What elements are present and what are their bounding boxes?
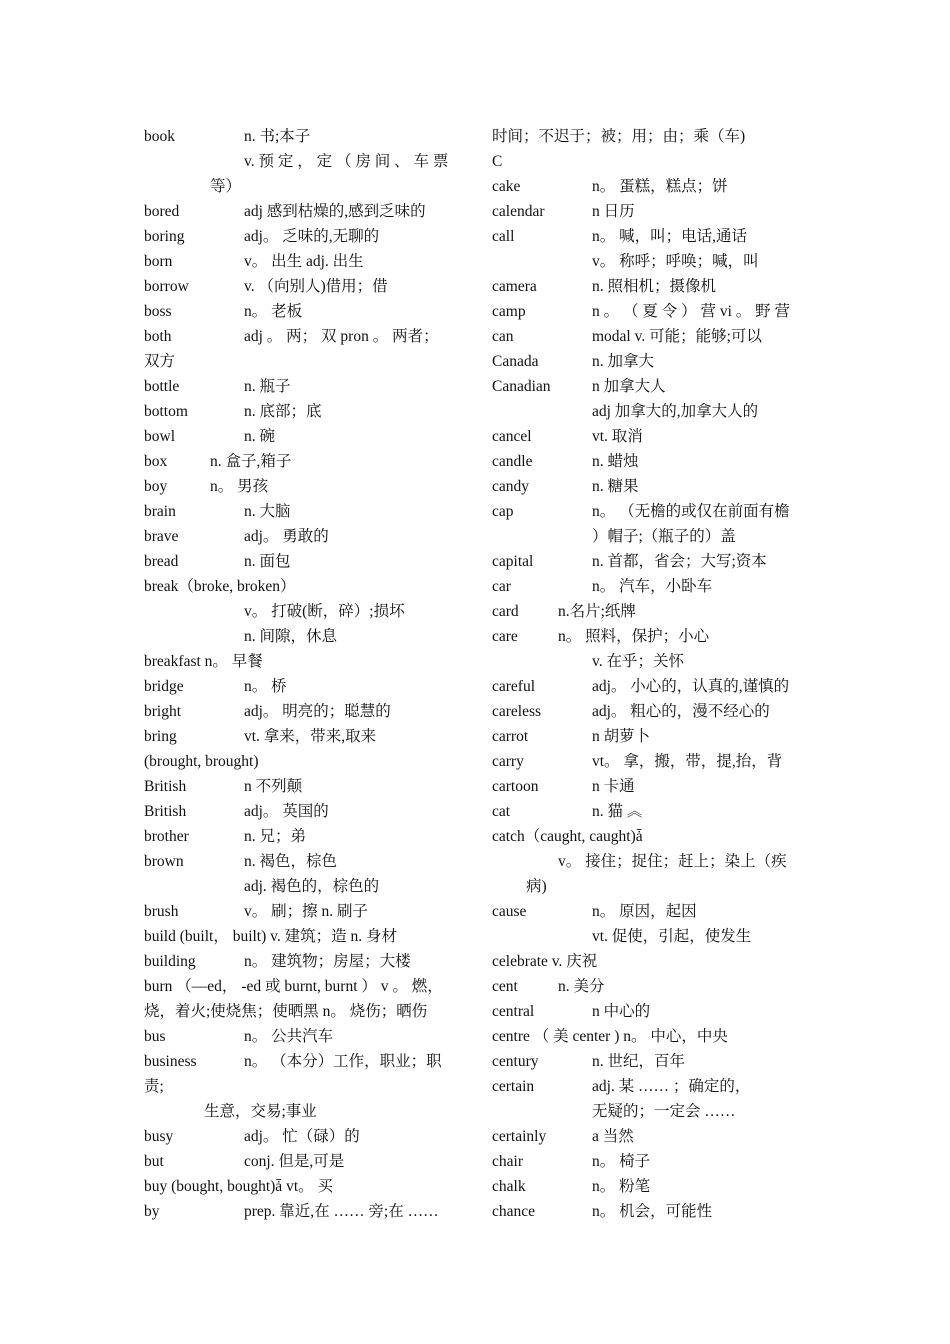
entry-text: 双方: [144, 353, 176, 370]
headword: brown: [144, 853, 184, 870]
entry-line: [492, 549, 810, 574]
entry-line: [144, 899, 464, 924]
headword: boss: [144, 303, 172, 320]
headword: but: [144, 1153, 164, 1170]
entry-text: breakfast n。 早餐: [144, 653, 263, 670]
headword: cause: [492, 903, 527, 920]
definition: n. 褐色，棕色: [244, 853, 338, 870]
headword: bored: [144, 203, 180, 220]
entry-line: [492, 974, 810, 999]
definition: n。 原因，起因: [592, 903, 697, 920]
definition: n. 盒子,箱子: [210, 453, 292, 470]
definition: v. 在乎；关怀: [592, 653, 684, 670]
entry-line: [492, 124, 810, 149]
headword: business: [144, 1053, 197, 1070]
definition: n. 间隙，休息: [244, 628, 338, 645]
definition: n。 喊，叫；电话,通话: [592, 228, 748, 245]
entry-text: build (built， built) v. 建筑；造 n. 身材: [144, 928, 398, 945]
entry-line: [144, 1174, 464, 1199]
entry-text: 责;: [144, 1078, 164, 1095]
entry-line: [492, 699, 810, 724]
headword: bowl: [144, 428, 175, 445]
entry-line: [144, 1149, 464, 1174]
entry-line: [492, 1124, 810, 1149]
definition: v. 预 定 ， 定 （ 房 间 、 车 票: [244, 153, 449, 170]
definition: n。 老板: [244, 303, 303, 320]
entry-line: [144, 674, 464, 699]
definition: n。 椅子: [592, 1153, 651, 1170]
entry-line: [144, 174, 464, 199]
entry-text: break（broke, broken）: [144, 578, 296, 595]
entry-line: [144, 199, 464, 224]
definition: n. 糖果: [592, 478, 639, 495]
entry-text: burn （—ed， -ed 或 burnt, burnt ） v 。 燃，: [144, 978, 443, 995]
headword: brush: [144, 903, 179, 920]
entry-line: [144, 749, 464, 774]
headword: boy: [144, 478, 168, 495]
headword: candle: [492, 453, 533, 470]
entry-line: [144, 1099, 464, 1124]
headword: candy: [492, 478, 530, 495]
definition: vt. 拿来，带来,取来: [244, 728, 377, 745]
definition: a 当然: [592, 1128, 634, 1145]
definition: n. 世纪，百年: [592, 1053, 686, 1070]
headword: boring: [144, 228, 185, 245]
entry-line: [492, 924, 810, 949]
entry-line: [492, 1199, 810, 1224]
definition: vt. 促使，引起，使发生: [592, 928, 752, 945]
entry-line: [144, 524, 464, 549]
headword: bring: [144, 728, 177, 745]
definition: n 不列颠: [244, 778, 303, 795]
entry-line: [492, 749, 810, 774]
entry-line: [492, 299, 810, 324]
definition: adj。 忙（碌）的: [244, 1128, 360, 1145]
entry-line: [144, 249, 464, 274]
headword: bread: [144, 553, 179, 570]
headword: chance: [492, 1203, 536, 1220]
entry-line: [144, 949, 464, 974]
headword: by: [144, 1203, 160, 1220]
definition: v。 打破(断，碎）;损坏: [244, 603, 405, 620]
definition: n. 美分: [558, 978, 605, 995]
definition: conj. 但是,可是: [244, 1153, 345, 1170]
entry-text: 等）: [210, 178, 242, 195]
definition: n。 公共汽车: [244, 1028, 334, 1045]
headword: busy: [144, 1128, 174, 1145]
entry-text: 烧，着火;使烧焦；使晒黑 n。 烧伤；晒伤: [144, 1003, 428, 1020]
entry-line: [144, 349, 464, 374]
entry-line: [492, 1174, 810, 1199]
entry-line: [492, 1024, 810, 1049]
headword: bridge: [144, 678, 184, 695]
entry-text: catch（caught, caught)ǡ: [492, 828, 643, 845]
entry-text: C: [492, 153, 503, 170]
headword: central: [492, 1003, 535, 1020]
definition: adj。 乏味的,无聊的: [244, 228, 380, 245]
headword: capital: [492, 553, 534, 570]
definition: adj. 褐色的，棕色的: [244, 878, 380, 895]
definition: n。 粉笔: [592, 1178, 651, 1195]
entry-line: [492, 424, 810, 449]
entry-line: [492, 199, 810, 224]
headword: carrot: [492, 728, 529, 745]
headword: cat: [492, 803, 511, 820]
definition: n 日历: [592, 203, 635, 220]
entry-line: [144, 1049, 464, 1074]
entry-line: [492, 374, 810, 399]
headword: born: [144, 253, 173, 270]
definition: n. 大脑: [244, 503, 291, 520]
headword: cent: [492, 978, 518, 995]
entry-line: [144, 924, 464, 949]
headword: Canadian: [492, 378, 551, 395]
definition: n.名片;纸牌: [558, 603, 636, 620]
headword: careless: [492, 703, 542, 720]
definition: adj。 勇敢的: [244, 528, 329, 545]
definition: adj. 某 …… ；确定的，: [592, 1078, 751, 1095]
headword: bottle: [144, 378, 180, 395]
definition: n。 （无檐的或仅在前面有檐: [592, 503, 790, 520]
entry-line: [492, 999, 810, 1024]
entry-line: [144, 1199, 464, 1224]
definition: n. 瓶子: [244, 378, 291, 395]
headword: camera: [492, 278, 537, 295]
entry-line: [492, 474, 810, 499]
entry-text: buy (bought, bought)ǡ vt。 买: [144, 1178, 333, 1195]
headword: bright: [144, 703, 182, 720]
entry-line: [144, 474, 464, 499]
definition: n。 照料，保护；小心: [558, 628, 710, 645]
definition: n。 （本分）工作，职业；职: [244, 1053, 442, 1070]
headword: certainly: [492, 1128, 547, 1145]
right-column: [492, 124, 810, 1224]
entry-line: [144, 724, 464, 749]
headword: carry: [492, 753, 524, 770]
definition: n. 加拿大: [592, 353, 655, 370]
entry-line: [492, 774, 810, 799]
left-column: [144, 124, 464, 1224]
headword: cancel: [492, 428, 532, 445]
definition: adj。 英国的: [244, 803, 329, 820]
entry-text: 病): [526, 878, 547, 895]
entry-line: [144, 374, 464, 399]
entry-line: [492, 574, 810, 599]
definition: ）帽子;（瓶子的）盖: [592, 528, 736, 545]
definition: n。 蛋糕，糕点；饼: [592, 178, 728, 195]
definition: n 卡通: [592, 778, 635, 795]
entry-line: [492, 824, 810, 849]
headword: book: [144, 128, 175, 145]
entry-line: [492, 1099, 810, 1124]
definition: n. 蜡烛: [592, 453, 639, 470]
entry-line: [492, 499, 810, 524]
entry-line: [144, 1024, 464, 1049]
definition: 无疑的；一定会 ……: [592, 1103, 736, 1120]
definition: n. 照相机；摄像机: [592, 278, 717, 295]
headword: brother: [144, 828, 189, 845]
entry-line: [492, 674, 810, 699]
entry-line: [492, 874, 810, 899]
definition: v。 称呼；呼唤；喊，叫: [592, 253, 759, 270]
entry-line: [492, 949, 810, 974]
headword: British: [144, 803, 187, 820]
definition: n 胡萝卜: [592, 728, 651, 745]
entry-line: [492, 724, 810, 749]
definition: prep. 靠近,在 …… 旁;在 ……: [244, 1203, 439, 1220]
entry-line: [144, 799, 464, 824]
definition: n。 汽车，小卧车: [592, 578, 713, 595]
entry-line: [492, 1149, 810, 1174]
definition: n. 书;本子: [244, 128, 311, 145]
entry-text: 时间；不迟于；被；用；由；乘（车): [492, 128, 746, 145]
headword: British: [144, 778, 187, 795]
entry-line: [492, 149, 810, 174]
entry-line: [492, 799, 810, 824]
entry-line: [492, 274, 810, 299]
headword: Canada: [492, 353, 539, 370]
headword: box: [144, 453, 168, 470]
entry-line: [144, 774, 464, 799]
definition: v。 出生 adj. 出生: [244, 253, 364, 270]
entry-line: [492, 649, 810, 674]
definition: adj 加拿大的,加拿大人的: [592, 403, 759, 420]
definition: adj 感到枯燥的,感到乏味的: [244, 203, 426, 220]
entry-line: [492, 224, 810, 249]
entry-line: [144, 399, 464, 424]
headword: cartoon: [492, 778, 539, 795]
definition: v. （向别人)借用；借: [244, 278, 388, 295]
entry-line: [492, 524, 810, 549]
entry-line: [492, 174, 810, 199]
definition: v。 接住；捉住；赶上；染上（疾: [558, 853, 787, 870]
definition: n。 机会，可能性: [592, 1203, 713, 1220]
entry-line: [144, 574, 464, 599]
headword: brave: [144, 528, 179, 545]
entry-line: [492, 399, 810, 424]
definition: modal v. 可能；能够;可以: [592, 328, 762, 345]
entry-line: [144, 149, 464, 174]
definition: n. 首都，省会；大写;资本: [592, 553, 767, 570]
entry-line: [492, 1074, 810, 1099]
headword: chair: [492, 1153, 523, 1170]
entry-line: [144, 849, 464, 874]
entry-line: [144, 549, 464, 574]
entry-line: [144, 1124, 464, 1149]
entry-line: [144, 999, 464, 1024]
entry-line: [144, 824, 464, 849]
headword: care: [492, 628, 518, 645]
definition: n 。 （ 夏 令 ） 营 vi 。 野 营: [592, 303, 791, 320]
entry-line: [144, 624, 464, 649]
entry-line: [492, 349, 810, 374]
definition: n. 碗: [244, 428, 276, 445]
headword: building: [144, 953, 196, 970]
headword: chalk: [492, 1178, 526, 1195]
headword: car: [492, 578, 511, 595]
definition: vt。 拿，搬，带，提,抬，背: [592, 753, 783, 770]
headword: both: [144, 328, 172, 345]
definition: n. 猫 ︽: [592, 803, 643, 820]
entry-line: [144, 599, 464, 624]
entry-line: [144, 874, 464, 899]
definition: adj 。 两； 双 pron 。 两者；: [244, 328, 439, 345]
entry-line: [492, 449, 810, 474]
entry-line: [144, 424, 464, 449]
definition: adj。 粗心的，漫不经心的: [592, 703, 770, 720]
definition: adj。 明亮的；聪慧的: [244, 703, 391, 720]
entry-line: [144, 324, 464, 349]
headword: card: [492, 603, 519, 620]
entry-line: [144, 649, 464, 674]
entry-line: [144, 124, 464, 149]
headword: camp: [492, 303, 526, 320]
headword: bottom: [144, 403, 188, 420]
definition: n. 面包: [244, 553, 291, 570]
headword: call: [492, 228, 515, 245]
entry-line: [144, 974, 464, 999]
definition: v。 刷；擦 n. 刷子: [244, 903, 369, 920]
headword: certain: [492, 1078, 535, 1095]
definition: n 加拿大人: [592, 378, 666, 395]
entry-line: [492, 324, 810, 349]
entry-line: [492, 849, 810, 874]
headword: can: [492, 328, 514, 345]
headword: cake: [492, 178, 521, 195]
entry-line: [492, 1049, 810, 1074]
entry-text: 生意，交易;事业: [204, 1103, 317, 1120]
definition: n。 男孩: [210, 478, 269, 495]
definition: vt. 取消: [592, 428, 643, 445]
headword: century: [492, 1053, 539, 1070]
entry-text: celebrate v. 庆祝: [492, 953, 598, 970]
headword: careful: [492, 678, 536, 695]
entry-line: [144, 224, 464, 249]
headword: calendar: [492, 203, 545, 220]
headword: brain: [144, 503, 176, 520]
definition: n. 兄；弟: [244, 828, 307, 845]
entry-line: [144, 699, 464, 724]
entry-text: centre （ 美 center ) n。 中心，中央: [492, 1028, 728, 1045]
definition: adj。 小心的，认真的,谨慎的: [592, 678, 790, 695]
entry-line: [492, 599, 810, 624]
entry-line: [492, 249, 810, 274]
headword: bus: [144, 1028, 166, 1045]
headword: cap: [492, 503, 514, 520]
definition: n。 建筑物；房屋；大楼: [244, 953, 411, 970]
entry-line: [144, 274, 464, 299]
entry-line: [492, 899, 810, 924]
entry-text: (brought, brought): [144, 753, 259, 770]
entry-line: [144, 299, 464, 324]
definition: n 中心的: [592, 1003, 651, 1020]
entry-line: [492, 624, 810, 649]
definition: n。 桥: [244, 678, 287, 695]
entry-line: [144, 499, 464, 524]
entry-line: [144, 449, 464, 474]
entry-line: [144, 1074, 464, 1099]
definition: n. 底部；底: [244, 403, 322, 420]
headword: borrow: [144, 278, 189, 295]
